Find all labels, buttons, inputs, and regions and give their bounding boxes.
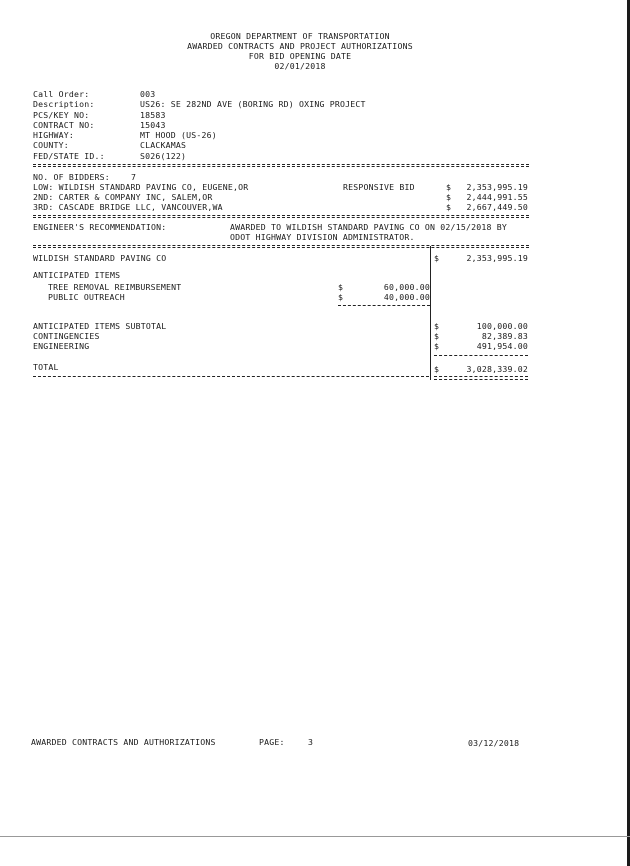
bidder-2nd: 2ND: CARTER & COMPANY INC, SALEM,OR	[33, 192, 213, 202]
contingencies-amount: 82,389.83	[481, 331, 528, 341]
contingencies-dollar: $	[434, 331, 440, 341]
engineering-label: ENGINEERING	[33, 341, 90, 351]
county-label: COUNTY:	[33, 140, 69, 150]
highway-label: HIGHWAY:	[33, 130, 75, 140]
bidder-count: 7	[131, 172, 137, 182]
divider-1	[33, 164, 529, 165]
subtotal-dollar: $	[434, 321, 440, 331]
bidder-3rd-dollar: $	[446, 202, 452, 212]
divider-2b	[33, 217, 529, 218]
anticipated-item-public-outreach-dollar: $	[338, 292, 344, 302]
total-amount: 3,028,339.02	[466, 364, 528, 374]
description-value: US26: SE 282ND AVE (BORING RD) OXING PROJECT	[140, 99, 366, 109]
footer-page-label: PAGE:	[259, 737, 285, 747]
contract-no-value: 15043	[140, 120, 166, 130]
engineering-dollar: $	[434, 341, 440, 351]
bidder-2nd-dollar: $	[446, 192, 452, 202]
bidder-low-amount: 2,353,995.19	[466, 182, 528, 192]
subtotal-label: ANTICIPATED ITEMS SUBTOTAL	[33, 321, 167, 331]
recommendation-line2: ODOT HIGHWAY DIVISION ADMINISTRATOR.	[230, 232, 415, 242]
fed-state-id-label: FED/STATE ID.:	[33, 151, 105, 161]
anticipated-item-public-outreach-amount: 40,000.00	[383, 292, 430, 302]
divider-1b	[33, 166, 529, 167]
anticipated-item-tree-removal: TREE REMOVAL REIMBURSEMENT	[48, 282, 182, 292]
footer-date: 03/12/2018	[468, 738, 520, 748]
fed-state-id-value: S026(122)	[140, 151, 187, 161]
total-double-rule	[434, 376, 528, 380]
recommendation-label: ENGINEER'S RECOMMENDATION:	[33, 222, 167, 232]
total-dollar: $	[434, 364, 440, 374]
description-label: Description:	[33, 99, 95, 109]
bidder-count-label: NO. OF BIDDERS:	[33, 172, 110, 182]
header-subtitle: FOR BID OPENING DATE	[248, 51, 352, 61]
anticipated-heading: ANTICIPATED ITEMS	[33, 270, 121, 280]
engineering-amount: 491,954.00	[476, 341, 528, 351]
header-date: 02/01/2018	[274, 61, 326, 71]
contract-no-label: CONTRACT NO:	[33, 120, 95, 130]
bidder-3rd: 3RD: CASCADE BRIDGE LLC, VANCOUVER,WA	[33, 202, 223, 212]
bidder-2nd-amount: 2,444,991.55	[466, 192, 528, 202]
call-order-value: 003	[140, 89, 156, 99]
divider-3b	[33, 247, 529, 248]
bidder-low-dollar: $	[446, 182, 452, 192]
totals-rule	[434, 355, 528, 356]
bidder-low: LOW: WILDISH STANDARD PAVING CO, EUGENE,OR	[33, 182, 249, 192]
total-left-rule	[33, 376, 429, 377]
divider-2	[33, 215, 529, 216]
anticipated-subtotal-rule	[338, 305, 430, 306]
contingencies-label: CONTINGENCIES	[33, 331, 100, 341]
anticipated-item-tree-removal-amount: 60,000.00	[383, 282, 430, 292]
total-label: TOTAL	[33, 362, 59, 372]
responsive-bid-label: RESPONSIVE BID	[343, 182, 415, 192]
recommendation-line1: AWARDED TO WILDISH STANDARD PAVING CO ON 02/15/2018 BY	[230, 222, 507, 232]
pcs-key-value: 18583	[140, 110, 166, 120]
anticipated-item-public-outreach: PUBLIC OUTREACH	[48, 292, 125, 302]
highway-value: MT HOOD (US-26)	[140, 130, 217, 140]
column-rule	[430, 246, 431, 380]
header-report-title: AWARDED CONTRACTS AND PROJECT AUTHORIZATIONS	[187, 41, 413, 51]
pcs-key-label: PCS/KEY NO:	[33, 110, 90, 120]
award-amount: 2,353,995.19	[466, 253, 528, 263]
subtotal-amount: 100,000.00	[476, 321, 528, 331]
award-contractor: WILDISH STANDARD PAVING CO	[33, 253, 167, 263]
county-value: CLACKAMAS	[140, 140, 187, 150]
anticipated-item-tree-removal-dollar: $	[338, 282, 344, 292]
call-order-label: Call Order:	[33, 89, 90, 99]
bidder-3rd-amount: 2,667,449.50	[466, 202, 528, 212]
divider-3	[33, 245, 529, 246]
scan-edge-bottom	[0, 836, 630, 837]
footer-page-number: 3	[308, 737, 314, 747]
footer-title: AWARDED CONTRACTS AND AUTHORIZATIONS	[31, 737, 216, 747]
award-dollar: $	[434, 253, 440, 263]
header-agency: OREGON DEPARTMENT OF TRANSPORTATION	[210, 31, 390, 41]
